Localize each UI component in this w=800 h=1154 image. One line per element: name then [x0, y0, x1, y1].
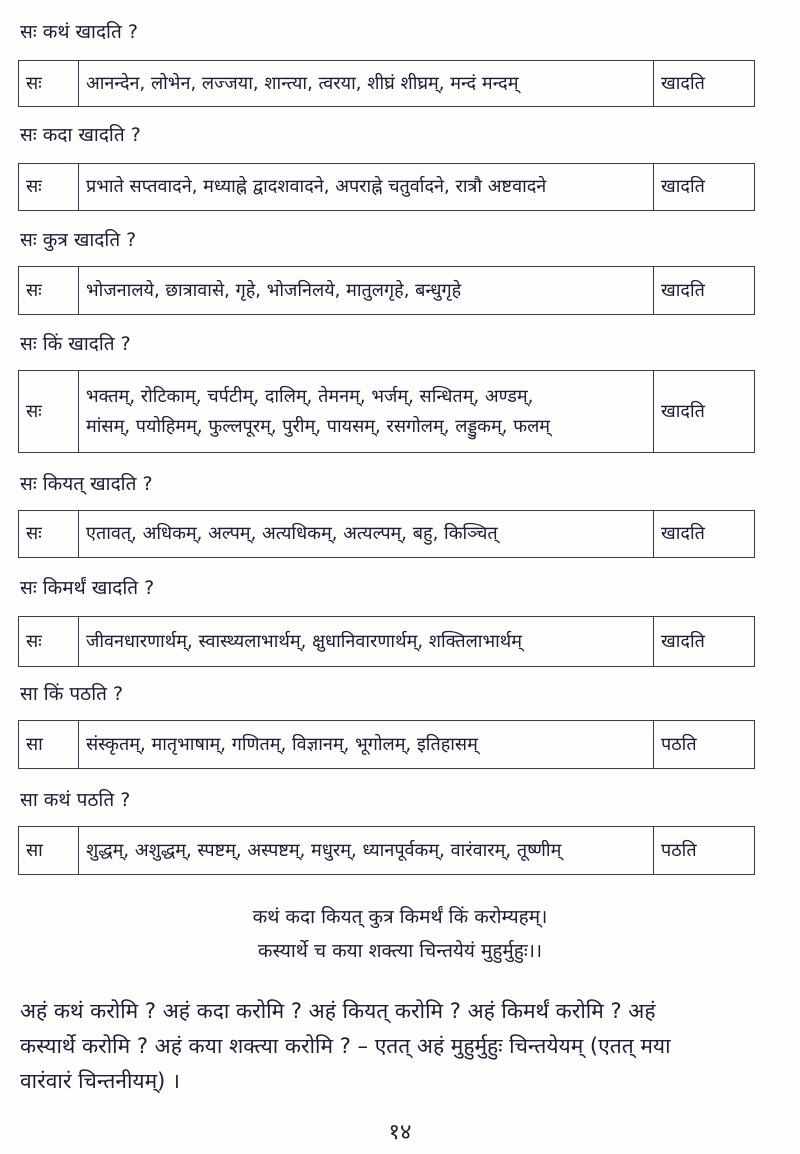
question-heading: सः कथं खादति ?	[20, 21, 138, 43]
subject-cell: सा	[19, 721, 79, 769]
options-cell: एतावत्, अधिकम्, अल्पम्, अत्यधिकम्, अत्यल्पम्, बहु, किञ्चित्	[79, 511, 654, 558]
verb-cell: खादति	[654, 511, 755, 558]
options-line: भक्तम्, रोटिकाम्, चर्पटीम्, दालिम्, तेमनम्, भर्जम्, सन्धितम्, अण्डम्,	[86, 385, 534, 407]
subject-cell: सा	[19, 827, 79, 875]
options-cell: जीवनधारणार्थम्, स्वास्थ्यलाभार्थम्, क्षुधानिवारणार्थम्, शक्तिलाभार्थम्	[79, 617, 654, 667]
verse-line: कस्यार्थे च कया शक्त्या चिन्तयेयं मुहुर्मुहुः।।	[257, 940, 543, 962]
options-cell	[79, 371, 654, 453]
paragraph-line: वारंवारं चिन्तनीयम्) ।	[20, 1069, 180, 1093]
subject-cell: सः	[19, 61, 79, 107]
subject-cell: सः	[19, 511, 79, 558]
question-heading: सः कुत्र खादति ?	[20, 229, 137, 251]
options-cell: शुद्धम्, अशुद्धम्, स्पष्टम्, अस्पष्टम्, मधुरम्, ध्यानपूर्वकम्, वारंवारम्, तूष्णीम्	[79, 827, 654, 875]
question-heading: सः किमर्थं खादति ?	[20, 577, 155, 599]
answer-table	[18, 266, 755, 315]
subject-cell: सः	[19, 267, 79, 315]
closing-paragraph	[20, 994, 785, 1099]
question-heading: सः कियत् खादति ?	[20, 473, 153, 495]
question-heading: सा कथं पठति ?	[20, 789, 131, 811]
question-heading: सः किं खादति ?	[20, 333, 131, 355]
options-line: मांसम्, पयोहिमम्, फुल्लपूरम्, पुरीम्, पायसम्, रसगोलम्, लड्डुकम्, फलम्	[86, 415, 551, 437]
options-cell: भोजनालये, छात्रावासे, गृहे, भोजनिलये, मातुलगृहे, बन्धुगृहे	[79, 267, 654, 315]
verse-line: कथं कदा कियत् कुत्र किमर्थं किं करोम्यहम्।	[252, 906, 548, 928]
page-number: १४	[388, 1120, 412, 1145]
question-heading: सः कदा खादति ?	[20, 124, 141, 146]
answer-table	[18, 720, 755, 769]
answer-table	[18, 60, 755, 107]
verb-cell: खादति	[654, 617, 755, 667]
verb-cell: खादति	[654, 164, 755, 211]
verb-cell: पठति	[654, 721, 755, 769]
options-cell: प्रभाते सप्तवादने, मध्याह्ने द्वादशवादने, अपराह्ने चतुर्वादने, रात्रौ अष्टवादने	[79, 164, 654, 211]
subject-cell: सः	[19, 617, 79, 667]
answer-table	[18, 510, 755, 558]
answer-table	[18, 370, 755, 453]
verse-block	[0, 900, 800, 968]
paragraph-line: अहं कथं करोमि ? अहं कदा करोमि ? अहं कियत् करोमि ? अहं किमर्थं करोमि ? अहं	[20, 999, 656, 1023]
verb-cell: खादति	[654, 371, 755, 453]
subject-cell: सः	[19, 164, 79, 211]
question-heading: सा किं पठति ?	[20, 683, 124, 705]
answer-table	[18, 826, 755, 875]
answer-table	[18, 163, 755, 211]
verb-cell: खादति	[654, 267, 755, 315]
verb-cell: खादति	[654, 61, 755, 107]
options-cell: आनन्देन, लोभेन, लज्जया, शान्त्या, त्वरया, शीघ्रं शीघ्रम्, मन्दं मन्दम्	[79, 61, 654, 107]
paragraph-line: कस्यार्थे करोमि ? अहं कया शक्त्या करोमि ? – एतत् अहं मुहुर्मुहुः चिन्तयेयम् (एतत् मया	[20, 1034, 671, 1058]
verb-cell: पठति	[654, 827, 755, 875]
options-cell: संस्कृतम्, मातृभाषाम्, गणितम्, विज्ञानम्, भूगोलम्, इतिहासम्	[79, 721, 654, 769]
answer-table	[18, 616, 755, 667]
subject-cell: सः	[19, 371, 79, 453]
